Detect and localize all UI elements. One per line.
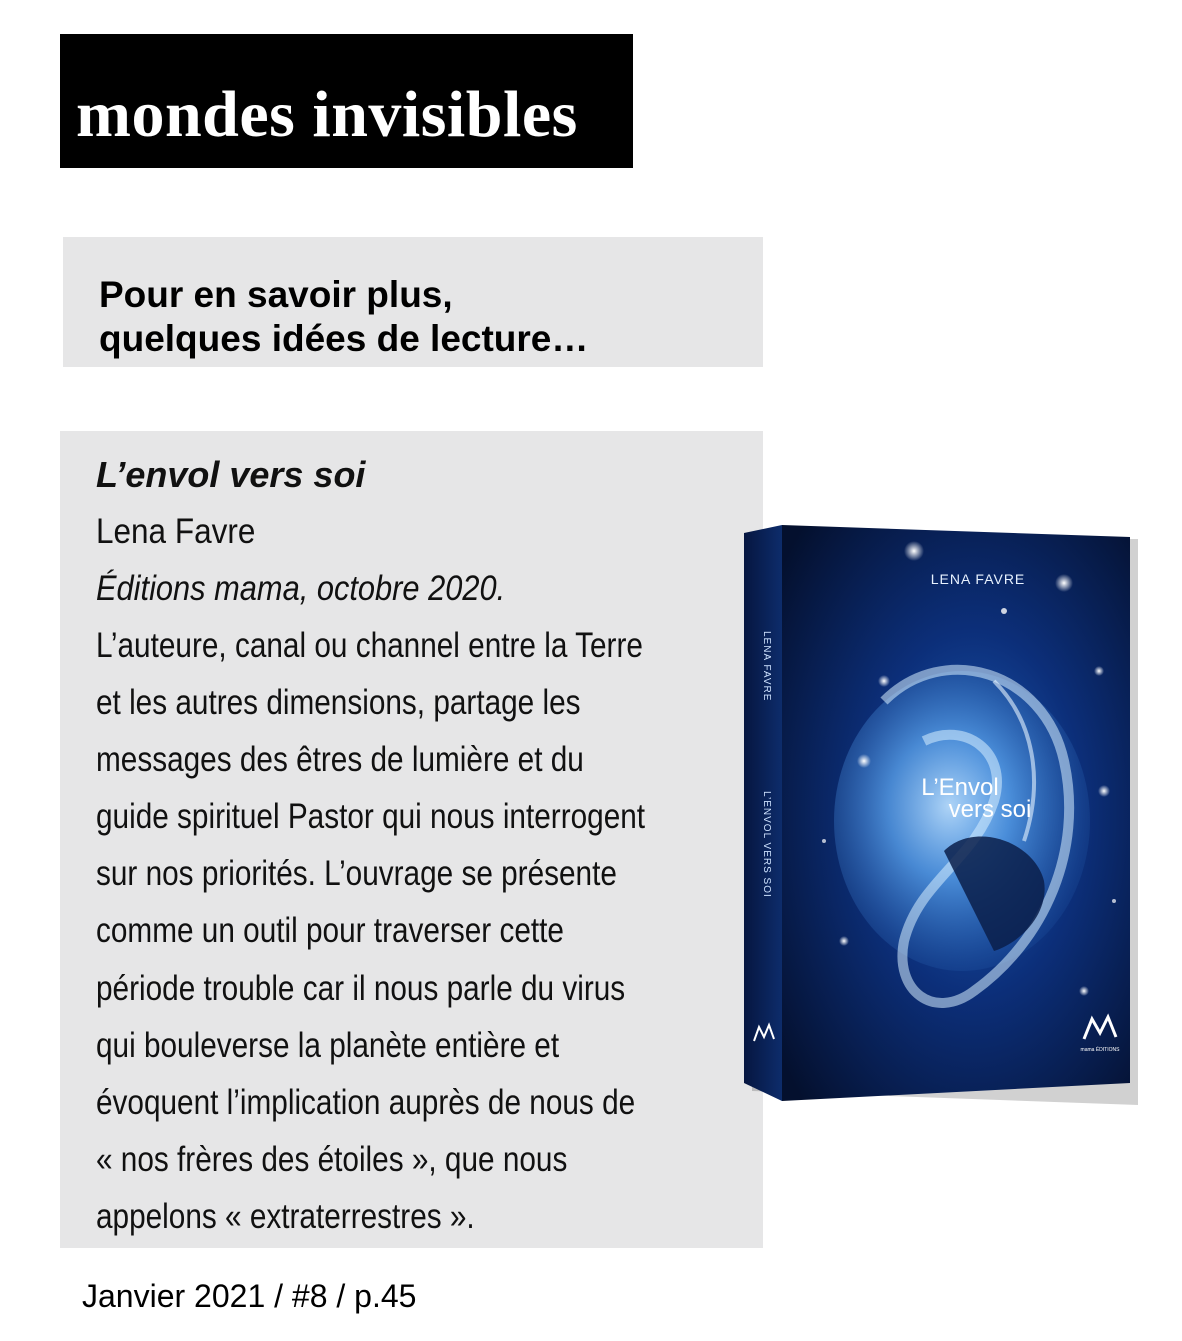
description-line: et les autres dimensions, partage les bbox=[96, 683, 581, 723]
heading-line-1: Pour en savoir plus, bbox=[99, 274, 453, 315]
book-publisher: Éditions mama, octobre 2020. bbox=[96, 569, 506, 608]
masthead-title: mondes invisibles bbox=[76, 78, 578, 151]
book-title: L’envol vers soi bbox=[96, 454, 366, 495]
issue-reference: Janvier 2021 / #8 / p.45 bbox=[82, 1278, 417, 1314]
description-line: période trouble car il nous parle du virus bbox=[96, 968, 626, 1008]
cover-title-line2: vers soi bbox=[948, 796, 1032, 823]
masthead bbox=[60, 34, 633, 168]
description-line: appelons « extraterrestres ». bbox=[96, 1196, 475, 1236]
reading-ideas-heading bbox=[63, 237, 763, 367]
book-description bbox=[96, 617, 763, 1245]
book-author: Lena Favre bbox=[96, 512, 256, 551]
description-line: qui bouleverse la planète entière et bbox=[96, 1025, 560, 1065]
description-line: guide spirituel Pastor qui nous interrogent bbox=[96, 797, 646, 837]
spine-title: L’ENVOL VERS SOI bbox=[761, 791, 772, 898]
heading-line-2: quelques idées de lecture… bbox=[99, 318, 589, 359]
description-line: L’auteure, canal ou channel entre la Terre bbox=[96, 626, 643, 665]
description-line: messages des êtres de lumière et du bbox=[96, 740, 584, 780]
cover-title-line1: L’Envol bbox=[921, 774, 999, 801]
cover-author: LENA FAVRE bbox=[930, 571, 1026, 587]
description-line: « nos frères des étoiles », que nous bbox=[96, 1139, 568, 1179]
description-line: évoquent l’implication auprès de nous de bbox=[96, 1082, 636, 1122]
book-review-box bbox=[60, 431, 763, 1248]
description-line: comme un outil pour traverser cette bbox=[96, 911, 564, 951]
spine-author: LENA FAVRE bbox=[761, 631, 772, 702]
book-cover-image bbox=[744, 521, 1140, 1105]
description-line: sur nos priorités. L’ouvrage se présente bbox=[96, 854, 617, 894]
publisher-caption: mama ÉDITIONS bbox=[1080, 1047, 1120, 1053]
